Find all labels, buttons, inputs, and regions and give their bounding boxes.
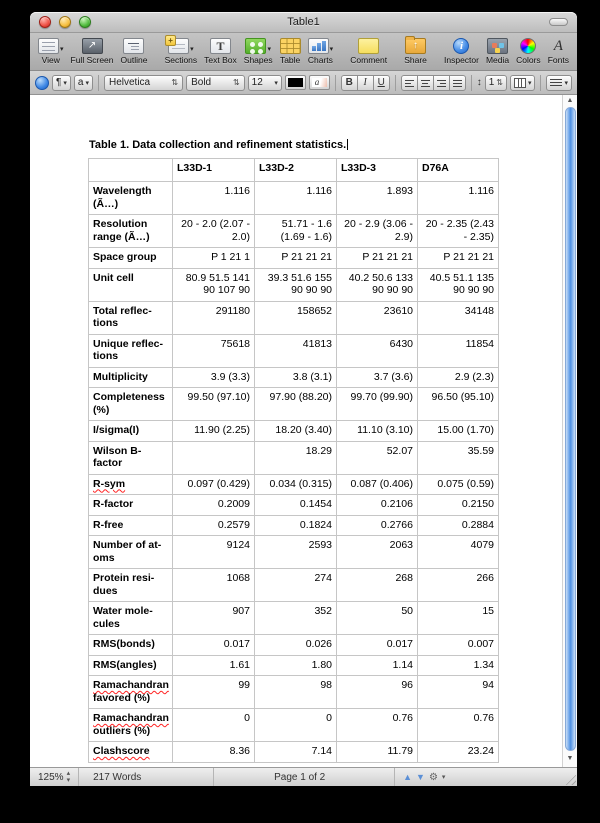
paragraph-style-dropdown[interactable] [52, 75, 71, 91]
sections-icon [168, 38, 189, 54]
value-cell[interactable]: 34148 [418, 301, 499, 334]
table-row [89, 248, 499, 269]
toolbar-item-inspector[interactable] [444, 35, 479, 65]
highlight-swatch: a [312, 78, 327, 87]
font-style-value: Bold [191, 77, 212, 88]
value-cell[interactable]: 1.80 [255, 655, 337, 676]
table-row [89, 474, 499, 495]
page-indicator: Page 1 of 2 [274, 771, 326, 783]
bold-button[interactable]: B [341, 75, 358, 91]
text-style-segment [341, 75, 390, 91]
toolbar-item-label: Text Box [204, 55, 237, 65]
italic-button[interactable]: I [357, 75, 374, 91]
value-cell[interactable]: P 21 21 21 [418, 248, 499, 269]
value-cell[interactable]: 291180 [173, 301, 255, 334]
row-label-cell[interactable]: Wavelength (Ã…) [89, 182, 173, 215]
table-row [89, 367, 499, 388]
row-label-cell[interactable]: Space group [89, 248, 173, 269]
table-row [89, 602, 499, 635]
value-cell[interactable]: 0.2106 [337, 495, 418, 516]
zoom-button[interactable] [79, 16, 91, 28]
table-column-header[interactable]: L33D-2 [255, 159, 337, 182]
value-cell[interactable]: 3.7 (3.6) [337, 367, 418, 388]
misspelled-word: Clashscore [93, 745, 150, 757]
divider [394, 768, 395, 786]
value-cell[interactable]: 15 [418, 602, 499, 635]
line-spacing-stepper[interactable] [485, 75, 507, 91]
value-cell[interactable]: 1.116 [173, 182, 255, 215]
row-label-cell[interactable]: Unit cell [89, 268, 173, 301]
table-row [89, 709, 499, 742]
value-cell[interactable]: 8.36 [173, 742, 255, 763]
value-cell[interactable]: 40.5 51.1 135 90 90 90 [418, 268, 499, 301]
value-cell[interactable]: 23610 [337, 301, 418, 334]
text-box-icon [210, 38, 231, 54]
divider [540, 75, 541, 91]
divider [98, 75, 99, 91]
table-row [89, 301, 499, 334]
toolbar-item-colors[interactable] [516, 35, 541, 65]
share-icon [405, 38, 426, 54]
toolbar-group [350, 35, 387, 65]
row-label-cell[interactable]: Protein resi-dues [89, 569, 173, 602]
value-cell[interactable]: 99 [173, 676, 255, 709]
toolbar-item-label: Shapes [243, 55, 273, 65]
toolbar-item-charts[interactable] [308, 35, 334, 65]
value-cell[interactable]: 80.9 51.5 141 90 107 90 [173, 268, 255, 301]
table-column-header[interactable]: L33D-3 [337, 159, 418, 182]
toolbar-item-label: Full Screen [70, 55, 114, 65]
toolbar-item-full-screen[interactable] [71, 35, 114, 65]
value-cell[interactable]: P 21 21 21 [337, 248, 418, 269]
table-row [89, 388, 499, 421]
toolbar-item-fonts[interactable] [548, 35, 569, 65]
table-caption[interactable] [89, 139, 500, 152]
table-row [89, 215, 499, 248]
value-cell[interactable]: 1068 [173, 569, 255, 602]
font-family-value: Helvetica [108, 77, 151, 88]
toolbar [30, 33, 577, 71]
columns-icon [514, 78, 526, 88]
page-navigation [403, 772, 445, 783]
table-row [89, 742, 499, 763]
toolbar-item-label: Sections [164, 55, 198, 65]
character-style-dropdown[interactable] [74, 75, 93, 91]
table-row [89, 268, 499, 301]
table-row [89, 334, 499, 367]
value-cell[interactable]: 18.29 [255, 441, 337, 474]
chevron-down-icon: ▾ [441, 774, 446, 781]
color-swatch [288, 78, 303, 87]
toolbar-item-shapes[interactable] [244, 35, 273, 65]
value-cell[interactable]: 51.71 - 1.6 (1.69 - 1.6) [255, 215, 337, 248]
value-cell[interactable]: 0 [255, 709, 337, 742]
align-justify-button[interactable] [449, 75, 466, 91]
outline-icon [123, 38, 144, 54]
value-cell[interactable]: 0.097 (0.429) [173, 474, 255, 495]
value-cell[interactable]: 75618 [173, 334, 255, 367]
scroll-up-arrow-icon[interactable]: ▲ [566, 97, 574, 104]
table-row [89, 421, 499, 442]
vertical-scrollbar[interactable] [562, 95, 577, 767]
pages-window [30, 12, 577, 786]
value-cell[interactable]: 39.3 51.6 155 90 90 90 [255, 268, 337, 301]
toolbar-item-label: Charts [307, 55, 333, 65]
stepper-icon: ⇅ [496, 77, 503, 87]
value-cell[interactable]: 0.017 [337, 635, 418, 656]
style-sphere-button[interactable] [35, 76, 49, 90]
colors-icon [520, 38, 536, 54]
word-count: 217 Words [93, 771, 142, 783]
title-bar[interactable] [30, 12, 577, 33]
value-cell[interactable]: 274 [255, 569, 337, 602]
format-bar [30, 71, 577, 95]
value-cell[interactable]: 0.76 [337, 709, 418, 742]
row-label-cell[interactable]: Ramachandran outliers (%) [89, 709, 173, 742]
comment-icon [358, 38, 379, 54]
full-screen-icon [82, 38, 103, 54]
value-cell[interactable]: 20 - 2.0 (2.07 - 2.0) [173, 215, 255, 248]
toolbar-item-label: Media [485, 55, 510, 65]
row-label-cell[interactable]: Number of at-oms [89, 536, 173, 569]
toolbar-item-media[interactable] [486, 35, 509, 65]
value-cell[interactable]: 268 [337, 569, 418, 602]
font-size-value: 12 [251, 77, 263, 88]
font-family-select[interactable] [104, 75, 183, 91]
value-cell[interactable]: 352 [255, 602, 337, 635]
toolbar-toggle-button[interactable] [549, 18, 568, 26]
value-cell[interactable]: 35.59 [418, 441, 499, 474]
table-row [89, 182, 499, 215]
value-cell[interactable]: 2.9 (2.3) [418, 367, 499, 388]
value-cell[interactable]: 907 [173, 602, 255, 635]
toolbar-item-view[interactable] [38, 35, 64, 65]
row-label-cell[interactable]: RMS(angles) [89, 655, 173, 676]
divider [78, 768, 79, 786]
text-cursor [347, 139, 348, 150]
toolbar-item-label: Fonts [547, 55, 569, 65]
list-icon [550, 78, 562, 88]
media-icon [487, 38, 508, 54]
value-cell[interactable]: 11.79 [337, 742, 418, 763]
value-cell[interactable]: 0.2579 [173, 515, 255, 536]
line-spacing-icon: ↕ [476, 77, 482, 88]
inspector-icon [453, 38, 469, 54]
line-spacing-value: 1 [488, 77, 495, 88]
table-row [89, 569, 499, 602]
row-label-cell[interactable]: Ramachandran favored (%) [89, 676, 173, 709]
value-cell[interactable]: 11854 [418, 334, 499, 367]
gear-icon[interactable]: ⚙ [428, 771, 438, 783]
row-label-cell[interactable]: Resolution range (Ã…) [89, 215, 173, 248]
stepper-icon: ⇅ [171, 77, 179, 87]
row-label-cell[interactable]: Completeness (%) [89, 388, 173, 421]
value-cell[interactable]: 0 [173, 709, 255, 742]
table-row [89, 635, 499, 656]
value-cell[interactable]: 99.70 (99.90) [337, 388, 418, 421]
value-cell[interactable]: 3.8 (3.1) [255, 367, 337, 388]
value-cell[interactable]: 0.034 (0.315) [255, 474, 337, 495]
traffic-lights [39, 16, 91, 28]
toolbar-item-label: Inspector [444, 55, 479, 65]
divider [213, 768, 214, 786]
table-row [89, 676, 499, 709]
chevron-down-icon: ▾ [60, 46, 64, 53]
text-color-well[interactable] [285, 75, 306, 90]
divider [471, 75, 472, 91]
underline-button[interactable]: U [373, 75, 390, 91]
char-style-mark: a [77, 77, 84, 88]
row-label-cell[interactable]: R-free [89, 515, 173, 536]
row-label-cell[interactable]: I/sigma(I) [89, 421, 173, 442]
alignment-segment [401, 75, 466, 91]
chevron-down-icon: ▾ [63, 79, 67, 87]
toolbar-item-text-box[interactable] [204, 35, 237, 65]
value-cell[interactable]: 0.1454 [255, 495, 337, 516]
next-page-button[interactable]: ▼ [416, 772, 425, 782]
value-cell[interactable]: 7.14 [255, 742, 337, 763]
value-cell[interactable]: 99.50 (97.10) [173, 388, 255, 421]
minimize-button[interactable] [59, 16, 71, 28]
scroll-down-arrow-icon[interactable]: ▼ [566, 755, 574, 762]
value-cell[interactable]: 98 [255, 676, 337, 709]
zoom-level-control[interactable] [38, 770, 70, 784]
align-center-button[interactable] [417, 75, 434, 91]
row-label-cell[interactable] [89, 474, 173, 495]
resize-grip[interactable] [563, 772, 576, 785]
chevron-down-icon: ▾ [329, 46, 334, 53]
row-label-cell[interactable]: Water mole-cules [89, 602, 173, 635]
list-style-dropdown[interactable] [546, 75, 572, 91]
table-row [89, 655, 499, 676]
value-cell[interactable]: 11.90 (2.25) [173, 421, 255, 442]
previous-page-button[interactable]: ▲ [403, 772, 413, 782]
paragraph-mark: ¶ [56, 77, 62, 88]
window-title: Table1 [287, 16, 320, 28]
highlight-color-well[interactable] [309, 75, 330, 90]
value-cell[interactable]: 0.2009 [173, 495, 255, 516]
toolbar-group [404, 35, 427, 65]
toolbar-item-share[interactable] [404, 35, 427, 65]
value-cell[interactable]: 1.34 [418, 655, 499, 676]
toolbar-group [444, 35, 569, 65]
value-cell[interactable]: 40.2 50.6 133 90 90 90 [337, 268, 418, 301]
chevron-down-icon: ▾ [564, 79, 568, 87]
statistics-table [88, 158, 499, 763]
row-label-cell[interactable]: R-factor [89, 495, 173, 516]
toolbar-item-comment[interactable] [350, 35, 387, 65]
value-cell[interactable]: 1.893 [337, 182, 418, 215]
status-bar [30, 767, 577, 786]
row-label-cell[interactable]: Wilson B-factor [89, 441, 173, 474]
toolbar-item-label: Colors [516, 55, 541, 65]
document-page[interactable] [88, 139, 500, 763]
value-cell[interactable]: 4079 [418, 536, 499, 569]
close-button[interactable] [39, 16, 51, 28]
row-label-cell[interactable]: Unique reflec-tions [89, 334, 173, 367]
value-cell[interactable]: 3.9 (3.3) [173, 367, 255, 388]
table-row [89, 495, 499, 516]
value-cell[interactable]: P 21 21 21 [255, 248, 337, 269]
value-cell[interactable]: 0.087 (0.406) [337, 474, 418, 495]
value-cell[interactable]: 1.116 [255, 182, 337, 215]
value-cell[interactable]: 0.76 [418, 709, 499, 742]
toolbar-item-label: Outline [120, 55, 148, 65]
view-icon [38, 38, 59, 54]
value-cell[interactable]: 52.07 [337, 441, 418, 474]
value-cell[interactable]: 20 - 2.9 (3.06 - 2.9) [337, 215, 418, 248]
value-cell[interactable]: 0.007 [418, 635, 499, 656]
value-cell[interactable]: 1.61 [173, 655, 255, 676]
value-cell[interactable]: 266 [418, 569, 499, 602]
columns-dropdown[interactable] [510, 75, 536, 91]
value-cell[interactable] [173, 441, 255, 474]
toolbar-item-sections[interactable] [165, 35, 198, 65]
table-column-header[interactable]: L33D-1 [173, 159, 255, 182]
value-cell[interactable]: 2063 [337, 536, 418, 569]
chevron-down-icon: ▾ [267, 46, 271, 53]
value-cell[interactable]: 0.2766 [337, 515, 418, 536]
toolbar-item-label: View [41, 55, 60, 65]
table-row [89, 536, 499, 569]
font-style-select[interactable] [186, 75, 245, 91]
value-cell[interactable]: 158652 [255, 301, 337, 334]
toolbar-item-label: Share [404, 55, 427, 65]
row-label-cell[interactable]: RMS(bonds) [89, 635, 173, 656]
scrollbar-thumb[interactable] [565, 107, 576, 751]
toolbar-group [38, 35, 147, 65]
table-icon [280, 38, 301, 54]
value-cell[interactable]: 20 - 2.35 (2.43 - 2.35) [418, 215, 499, 248]
value-cell[interactable]: 0.1824 [255, 515, 337, 536]
toolbar-item-label: Table [279, 55, 301, 65]
value-cell[interactable]: 6430 [337, 334, 418, 367]
value-cell[interactable]: 0.2884 [418, 515, 499, 536]
table-column-header[interactable]: D76A [418, 159, 499, 182]
toolbar-group [165, 35, 334, 65]
chevron-down-icon: ▾ [190, 46, 194, 53]
value-cell[interactable]: 0.2150 [418, 495, 499, 516]
stepper-icon: ⇅ [232, 77, 240, 87]
shapes-icon [245, 38, 266, 54]
value-cell[interactable]: 41813 [255, 334, 337, 367]
value-cell[interactable]: 23.24 [418, 742, 499, 763]
value-cell[interactable]: 11.10 (3.10) [337, 421, 418, 442]
row-label-cell[interactable]: Total reflec-tions [89, 301, 173, 334]
value-cell[interactable]: P 1 21 1 [173, 248, 255, 269]
value-cell[interactable]: 1.14 [337, 655, 418, 676]
value-cell[interactable]: 0.026 [255, 635, 337, 656]
chevron-down-icon: ▾ [274, 79, 278, 87]
charts-icon [308, 38, 329, 54]
table-corner-cell[interactable] [89, 159, 173, 182]
divider [395, 75, 396, 91]
misspelled-word: Ramachandran [93, 712, 169, 724]
align-right-button[interactable] [433, 75, 450, 91]
misspelled-word: Ramachandran [93, 679, 169, 691]
value-cell[interactable]: 2593 [255, 536, 337, 569]
stepper-icon: ▴ ▾ [66, 770, 71, 784]
value-cell[interactable]: 0.017 [173, 635, 255, 656]
row-label-cell[interactable] [89, 742, 173, 763]
value-cell[interactable]: 1.116 [418, 182, 499, 215]
table-row [89, 441, 499, 474]
toolbar-item-label: Comment [350, 55, 388, 65]
value-cell[interactable]: 0.075 (0.59) [418, 474, 499, 495]
table-row [89, 515, 499, 536]
zoom-level-value: 125% [38, 771, 64, 783]
value-cell[interactable]: 96.50 (95.10) [418, 388, 499, 421]
value-cell[interactable]: 97.90 (88.20) [255, 388, 337, 421]
value-cell[interactable]: 18.20 (3.40) [255, 421, 337, 442]
align-left-button[interactable] [401, 75, 418, 91]
row-label-cell[interactable]: Multiplicity [89, 367, 173, 388]
table-caption-text: Table 1. Data collection and refinement statistics. [89, 139, 347, 151]
chevron-down-icon: ▾ [527, 79, 532, 87]
value-cell[interactable]: 94 [418, 676, 499, 709]
font-size-select[interactable] [248, 75, 282, 91]
fonts-icon [548, 38, 569, 54]
divider [335, 75, 336, 91]
misspelled-word: R-sym [93, 477, 126, 490]
value-cell[interactable]: 9124 [173, 536, 255, 569]
value-cell[interactable]: 15.00 (1.70) [418, 421, 499, 442]
document-canvas[interactable] [30, 95, 577, 767]
value-cell[interactable]: 96 [337, 676, 418, 709]
value-cell[interactable]: 50 [337, 602, 418, 635]
chevron-down-icon: ▾ [85, 79, 89, 87]
toolbar-item-outline[interactable] [121, 35, 148, 65]
table-header-row [89, 159, 499, 182]
toolbar-item-table[interactable] [280, 35, 301, 65]
